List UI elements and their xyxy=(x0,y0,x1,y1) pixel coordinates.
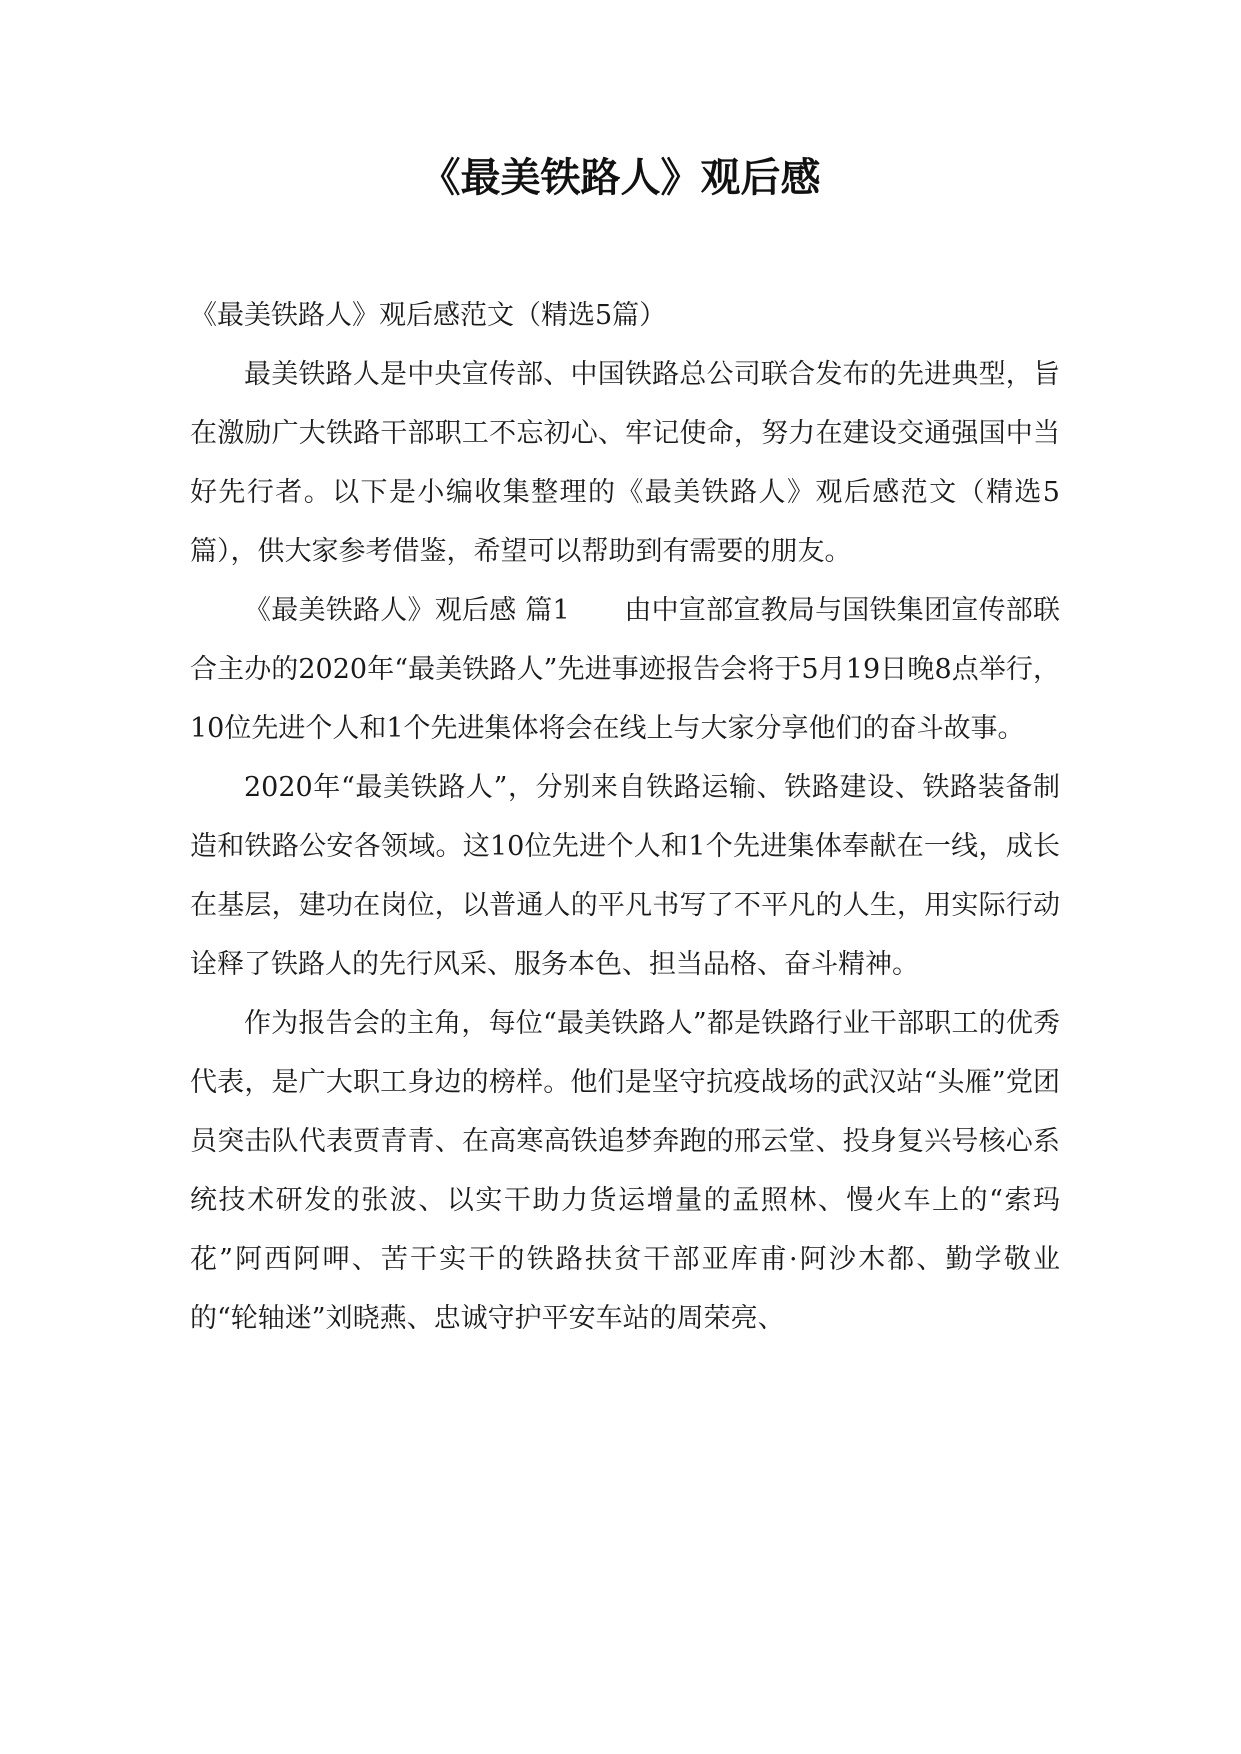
article-1-paragraph-3: 作为报告会的主角，每位“最美铁路人”都是铁路行业干部职工的优秀代表，是广大职工身边的榜样。他们是坚守抗疫战场的武汉站“头雁”党团员突击队代表贾青青、在高寒高铁追梦奔跑的邢云堂、投身复兴号核心系统技术研发的张波、以实干助力货运增量的孟照林、慢火车上的“索玛花”阿西阿呷、苦干实干的铁路扶贫干部亚库甫·阿沙木都、勤学敬业的“轮轴迷”刘晓燕、忠诚守护平安车站的周荣亮、 xyxy=(190,1008,1060,1334)
intro-heading-paragraph: 《最美铁路人》观后感范文（精选5篇） xyxy=(190,300,667,331)
article-1-paragraph-1: 《最美铁路人》观后感 篇1 由中宣部宣教局与国铁集团宣传部联合主办的2020年“最美铁路人”先进事迹报告会将于5月19日晚8点举行，10位先进个人和1个先进集体将会在线上与大家分享他们的奋斗故事。 xyxy=(190,595,1060,744)
intro-paragraph: 最美铁路人是中央宣传部、中国铁路总公司联合发布的先进典型，旨在激励广大铁路干部职工不忘初心、牢记使命，努力在建设交通强国中当好先行者。以下是小编收集整理的《最美铁路人》观后感范文（精选5篇），供大家参考借鉴，希望可以帮助到有需要的朋友。 xyxy=(190,359,1060,567)
document-body xyxy=(190,286,1060,1348)
document-title: 《最美铁路人》观后感 xyxy=(420,155,821,201)
article-1-paragraph-2: 2020年“最美铁路人”，分别来自铁路运输、铁路建设、铁路装备制造和铁路公安各领域。这10位先进个人和1个先进集体奉献在一线，成长在基层，建功在岗位，以普通人的平凡书写了不平凡的人生，用实际行动诠释了铁路人的先行风采、服务本色、担当品格、奋斗精神。 xyxy=(190,772,1060,980)
